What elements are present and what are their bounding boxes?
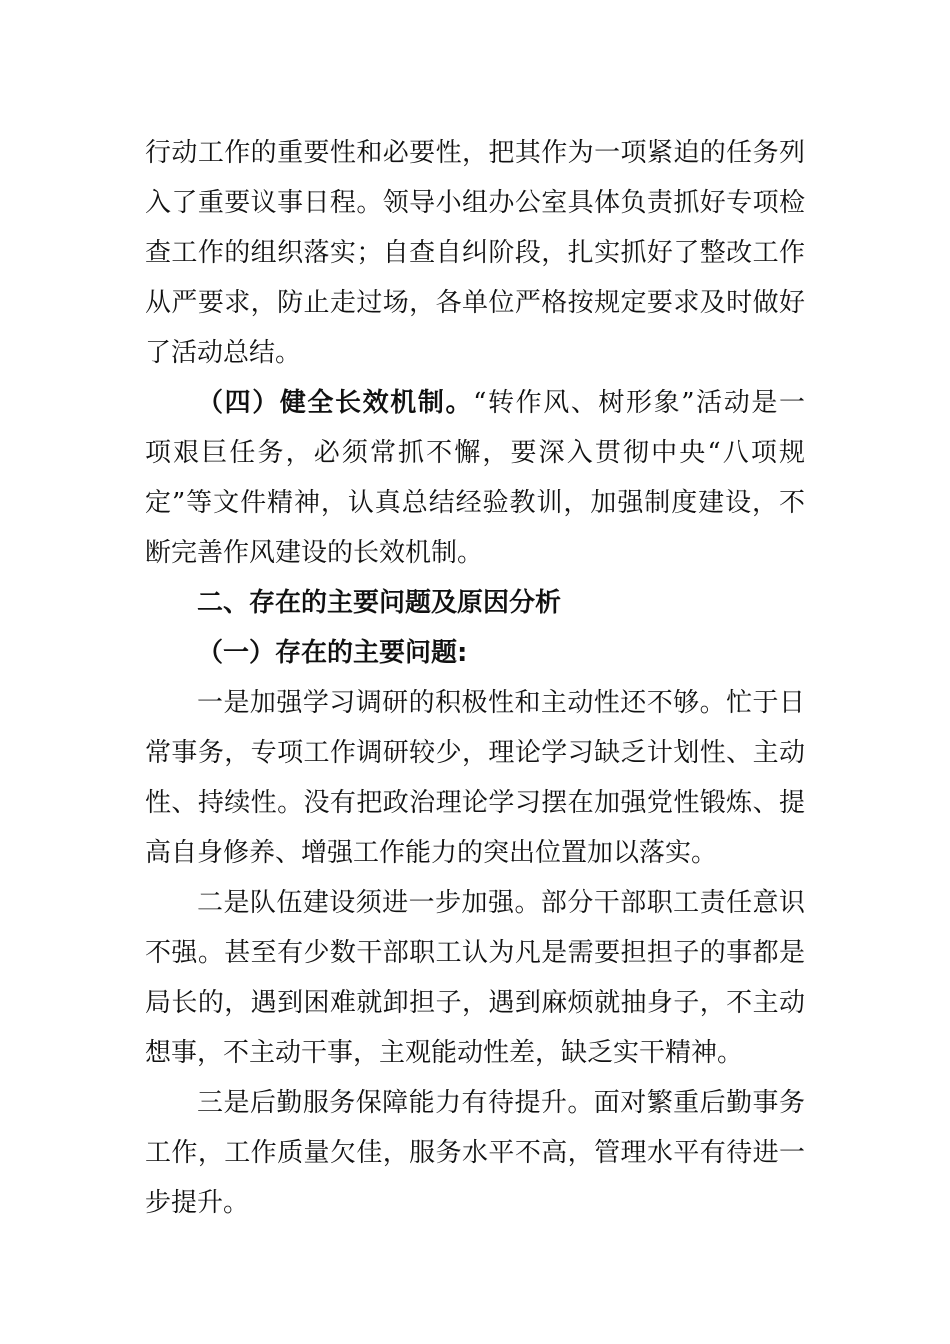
paragraph-text: “转作风、树形象”活动是一 xyxy=(473,388,805,418)
paragraph-line: 高自身修养、增强工作能力的突出位置加以落实。 xyxy=(145,838,718,868)
paragraph-line: 项艰巨任务，必须常抓不懈，要深入贯彻中央“八项规 xyxy=(145,438,805,468)
paragraph-line: 入了重要议事日程。领导小组办公室具体负责抓好专项检 xyxy=(145,188,805,218)
paragraph-line: 工作，工作质量欠佳，服务水平不高，管理水平有待进一 xyxy=(145,1138,805,1168)
paragraph-line: 常事务，专项工作调研较少，理论学习缺乏计划性、主动 xyxy=(145,738,805,768)
paragraph-line: 行动工作的重要性和必要性，把其作为一项紧迫的任务列 xyxy=(145,138,805,168)
paragraph-first-line: 一是加强学习调研的积极性和主动性还不够。忙于日 xyxy=(197,688,805,718)
paragraph-line: 步提升。 xyxy=(145,1188,250,1218)
subsection-title: （一）存在的主要问题: xyxy=(197,638,468,668)
paragraph-line: 性、持续性。没有把政治理论学习摆在加强党性锻炼、提 xyxy=(145,788,805,818)
paragraph-line: 从严要求，防止走过场，各单位严格按规定要求及时做好 xyxy=(145,288,805,318)
paragraph-first-line: 二是队伍建设须进一步加强。部分干部职工责任意识 xyxy=(197,888,805,918)
paragraph-line: 不强。甚至有少数干部职工认为凡是需要担担子的事都是 xyxy=(145,938,805,968)
document-page xyxy=(145,128,805,1228)
paragraph-first-line xyxy=(145,378,805,428)
item-heading: （四）健全长效机制。 xyxy=(197,388,474,418)
paragraph-line: 局长的，遇到困难就卸担子，遇到麻烦就抽身子，不主动 xyxy=(145,988,805,1018)
paragraph-line: 想事，不主动干事，主观能动性差，缺乏实干精神。 xyxy=(145,1038,744,1068)
paragraph-first-line: 三是后勤服务保障能力有待提升。面对繁重后勤事务 xyxy=(197,1088,805,1118)
paragraph-line: 断完善作风建设的长效机制。 xyxy=(145,538,484,568)
paragraph-line: 定”等文件精神，认真总结经验教训，加强制度建设，不 xyxy=(145,488,805,518)
section-title: 二、存在的主要问题及原因分析 xyxy=(197,588,562,618)
paragraph-line: 查工作的组织落实；自查自纠阶段，扎实抓好了整改工作 xyxy=(145,238,805,268)
paragraph-line: 了活动总结。 xyxy=(145,338,302,368)
